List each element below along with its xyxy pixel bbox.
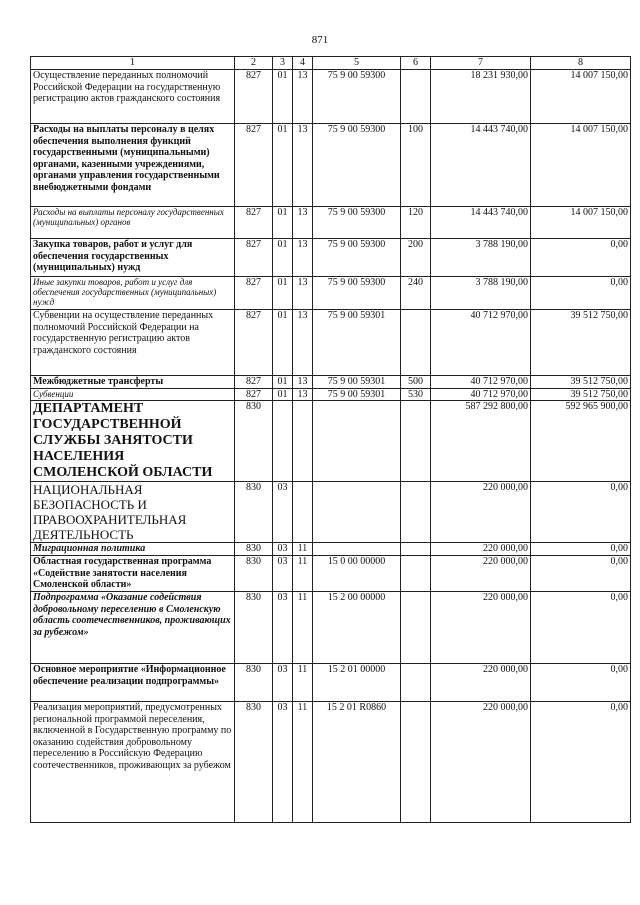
amount-year2-cell: 0,00 [531,277,631,310]
admin-code-cell: 830 [235,664,273,702]
table-row [31,388,631,401]
row-name-cell: Основное мероприятие «Информационное обеспечение реализации подпрограммы» [31,664,235,702]
row-name-cell: ДЕПАРТАМЕНТ ГОСУДАРСТВЕННОЙ СЛУЖБЫ ЗАНЯТОСТИ НАСЕЛЕНИЯ СМОЛЕНСКОЙ ОБЛАСТИ [31,401,235,482]
subsection-cell: 11 [293,664,313,702]
row-name-cell: Подпрограмма «Оказание содействия добровольному переселению в Смоленскую область соотечественников, проживающих за рубежом» [31,592,235,664]
admin-code-cell: 827 [235,277,273,310]
section-cell: 03 [273,702,293,823]
target-article-cell: 75 9 00 59300 [313,124,401,207]
expense-type-cell [401,70,431,124]
table-row [31,664,631,702]
amount-year1-cell: 220 000,00 [431,592,531,664]
subsection-cell: 11 [293,543,313,556]
target-article-cell [313,482,401,543]
section-cell: 01 [273,376,293,389]
target-article-cell: 15 2 00 00000 [313,592,401,664]
section-cell: 01 [273,124,293,207]
target-article-cell: 75 9 00 59301 [313,376,401,389]
table-row [31,239,631,277]
expense-type-cell [401,664,431,702]
amount-year2-cell: 14 007 150,00 [531,207,631,239]
admin-code-cell: 830 [235,543,273,556]
target-article-cell: 75 9 00 59300 [313,70,401,124]
amount-year1-cell: 220 000,00 [431,482,531,543]
table-row [31,310,631,376]
admin-code-cell: 827 [235,376,273,389]
amount-year2-cell: 592 965 900,00 [531,401,631,482]
subsection-cell: 13 [293,239,313,277]
amount-year1-cell: 18 231 930,00 [431,70,531,124]
expense-type-cell: 500 [401,376,431,389]
expense-type-cell: 200 [401,239,431,277]
admin-code-cell: 827 [235,239,273,277]
section-cell: 01 [273,277,293,310]
row-name-cell: Межбюджетные трансферты [31,376,235,389]
admin-code-cell: 830 [235,592,273,664]
amount-year2-cell: 39 512 750,00 [531,310,631,376]
amount-year1-cell: 220 000,00 [431,664,531,702]
target-article-cell: 75 9 00 59300 [313,239,401,277]
subsection-cell [293,482,313,543]
row-name-cell: Субвенции [31,388,235,401]
section-cell: 03 [273,556,293,592]
section-cell: 01 [273,310,293,376]
column-header: 3 [273,57,293,70]
amount-year2-cell: 0,00 [531,482,631,543]
row-name-cell: Миграционная политика [31,543,235,556]
section-cell: 01 [273,207,293,239]
header-row [31,57,631,70]
amount-year2-cell: 0,00 [531,664,631,702]
column-header: 2 [235,57,273,70]
expense-type-cell [401,401,431,482]
target-article-cell: 15 2 01 R0860 [313,702,401,823]
column-header: 7 [431,57,531,70]
expense-type-cell [401,543,431,556]
amount-year2-cell: 39 512 750,00 [531,388,631,401]
amount-year1-cell: 40 712 970,00 [431,388,531,401]
admin-code-cell: 827 [235,310,273,376]
admin-code-cell: 830 [235,401,273,482]
table-row [31,482,631,543]
page-number: 871 [311,34,329,46]
amount-year1-cell: 587 292 800,00 [431,401,531,482]
row-name-cell: Иные закупки товаров, работ и услуг для обеспечения государственных (муниципальных) нужд [31,277,235,310]
amount-year2-cell: 0,00 [531,592,631,664]
row-name-cell: Субвенции на осуществление переданных полномочий Российской Федерации на государственную регистрацию актов гражданского состояния [31,310,235,376]
amount-year1-cell: 3 788 190,00 [431,239,531,277]
expense-type-cell [401,482,431,543]
section-cell: 01 [273,70,293,124]
amount-year1-cell: 220 000,00 [431,543,531,556]
subsection-cell: 13 [293,207,313,239]
table-row [31,592,631,664]
target-article-cell: 75 9 00 59300 [313,277,401,310]
row-name-cell: Расходы на выплаты персоналу государственных (муниципальных) органов [31,207,235,239]
table-body [31,70,631,823]
section-cell: 01 [273,239,293,277]
target-article-cell: 75 9 00 59301 [313,310,401,376]
expense-type-cell: 100 [401,124,431,207]
target-article-cell [313,401,401,482]
budget-table [30,56,631,823]
table-row [31,124,631,207]
amount-year1-cell: 40 712 970,00 [431,310,531,376]
subsection-cell: 11 [293,592,313,664]
amount-year1-cell: 40 712 970,00 [431,376,531,389]
subsection-cell [293,401,313,482]
target-article-cell: 15 0 00 00000 [313,556,401,592]
amount-year1-cell: 3 788 190,00 [431,277,531,310]
column-header: 8 [531,57,631,70]
column-header: 6 [401,57,431,70]
subsection-cell: 13 [293,376,313,389]
column-header: 5 [313,57,401,70]
row-name-cell: Реализация мероприятий, предусмотренных региональной программой переселения, включенной в Государственную программу по оказанию содействия добровольному переселению в Российскую Федерацию соотечественников, проживающих за рубежом [31,702,235,823]
table-row [31,702,631,823]
section-cell: 03 [273,592,293,664]
admin-code-cell: 827 [235,207,273,239]
section-cell: 03 [273,482,293,543]
subsection-cell: 11 [293,556,313,592]
admin-code-cell: 827 [235,388,273,401]
target-article-cell: 15 2 01 00000 [313,664,401,702]
target-article-cell [313,543,401,556]
table-row [31,207,631,239]
expense-type-cell [401,310,431,376]
target-article-cell: 75 9 00 59300 [313,207,401,239]
column-header: 1 [31,57,235,70]
admin-code-cell: 827 [235,124,273,207]
table-row [31,401,631,482]
expense-type-cell: 240 [401,277,431,310]
table-row [31,543,631,556]
row-name-cell: Осуществление переданных полномочий Российской Федерации на государственную регистрацию актов гражданского состояния [31,70,235,124]
amount-year2-cell: 14 007 150,00 [531,70,631,124]
amount-year1-cell: 14 443 740,00 [431,207,531,239]
section-cell: 01 [273,388,293,401]
amount-year2-cell: 0,00 [531,556,631,592]
target-article-cell: 75 9 00 59301 [313,388,401,401]
subsection-cell: 13 [293,388,313,401]
subsection-cell: 13 [293,124,313,207]
amount-year1-cell: 220 000,00 [431,702,531,823]
amount-year2-cell: 39 512 750,00 [531,376,631,389]
amount-year2-cell: 14 007 150,00 [531,124,631,207]
table-row [31,277,631,310]
subsection-cell: 13 [293,277,313,310]
amount-year2-cell: 0,00 [531,543,631,556]
expense-type-cell: 530 [401,388,431,401]
amount-year2-cell: 0,00 [531,702,631,823]
row-name-cell: Расходы на выплаты персоналу в целях обеспечения выполнения функций государственными (муниципальными) органами, казенными учреждениями, органами управления государственными внебюджетными фондами [31,124,235,207]
amount-year1-cell: 14 443 740,00 [431,124,531,207]
subsection-cell: 13 [293,310,313,376]
amount-year1-cell: 220 000,00 [431,556,531,592]
row-name-cell: Закупка товаров, работ и услуг для обеспечения государственных (муниципальных) нужд [31,239,235,277]
row-name-cell: НАЦИОНАЛЬНАЯ БЕЗОПАСНОСТЬ И ПРАВООХРАНИТЕЛЬНАЯ ДЕЯТЕЛЬНОСТЬ [31,482,235,543]
admin-code-cell: 830 [235,482,273,543]
section-cell [273,401,293,482]
expense-type-cell [401,592,431,664]
table-row [31,70,631,124]
table-row [31,376,631,389]
subsection-cell: 13 [293,70,313,124]
expense-type-cell [401,702,431,823]
row-name-cell: Областная государственная программа «Содействие занятости населения Смоленской области» [31,556,235,592]
expense-type-cell: 120 [401,207,431,239]
section-cell: 03 [273,664,293,702]
admin-code-cell: 830 [235,702,273,823]
admin-code-cell: 827 [235,70,273,124]
column-header: 4 [293,57,313,70]
admin-code-cell: 830 [235,556,273,592]
section-cell: 03 [273,543,293,556]
table-row [31,556,631,592]
expense-type-cell [401,556,431,592]
amount-year2-cell: 0,00 [531,239,631,277]
subsection-cell: 11 [293,702,313,823]
